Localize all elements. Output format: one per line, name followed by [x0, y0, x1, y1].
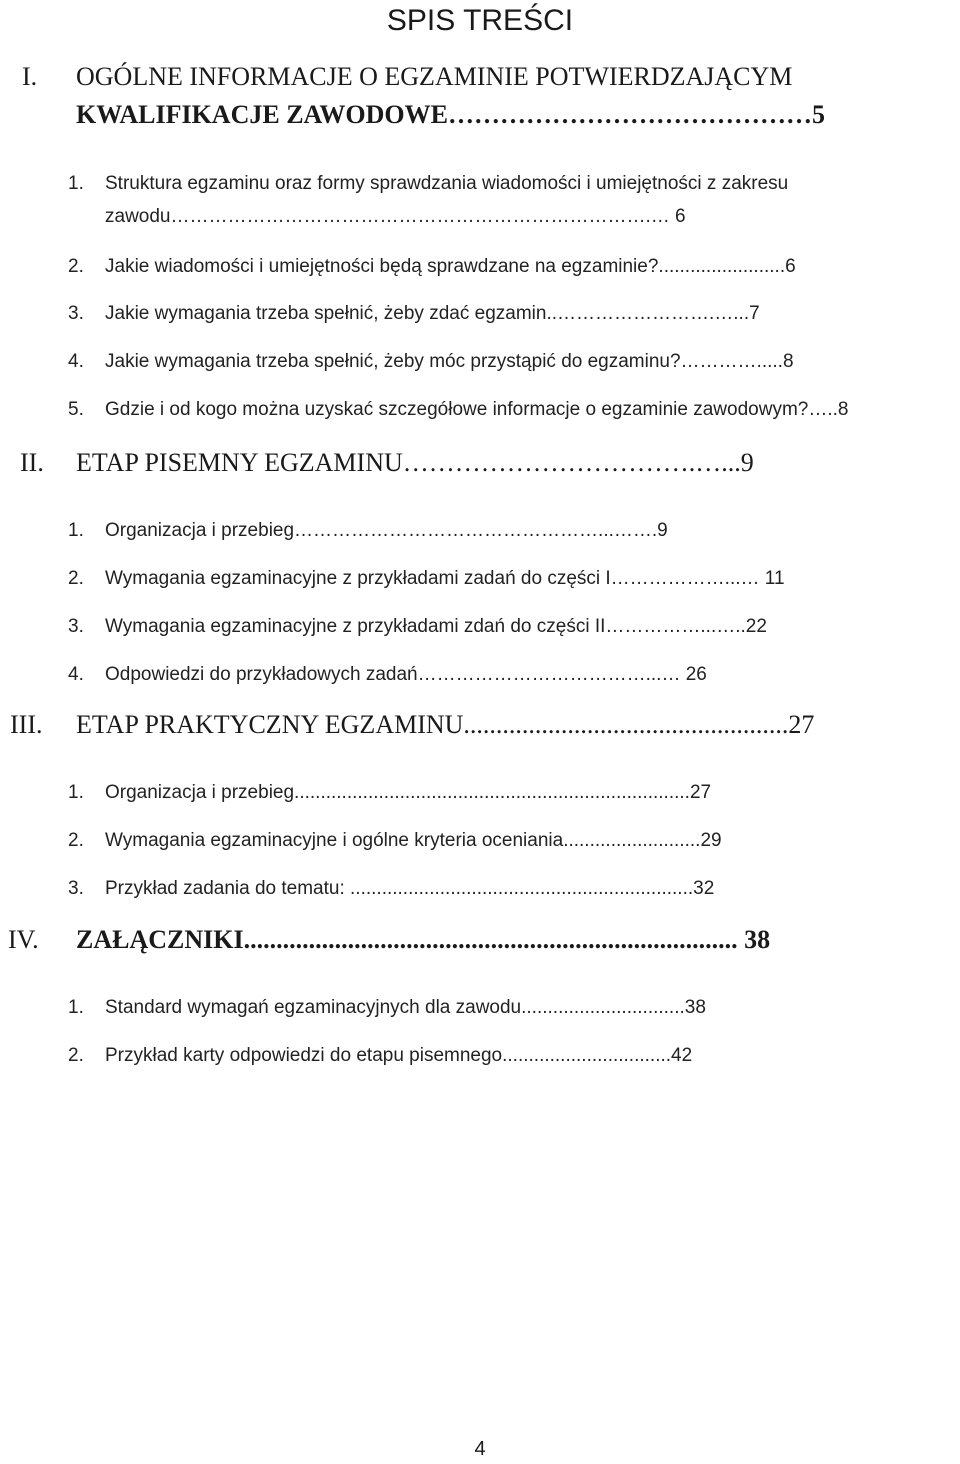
item-number: 5.: [68, 399, 84, 420]
item-number: 4.: [68, 351, 84, 372]
item-text: Wymagania egzaminacyjne z przykładami zadań do części I………………...… 11: [105, 568, 785, 589]
page-number: 4: [474, 1438, 486, 1460]
item-number: 3.: [68, 878, 84, 899]
section-title: ETAP PISEMNY EGZAMINU…………………………….…...9: [76, 448, 754, 477]
section-number: III.: [10, 710, 43, 739]
item-text: Standard wymagań egzaminacyjnych dla zawodu...............................38: [105, 997, 706, 1018]
page-title: SPIS TREŚCI: [386, 4, 574, 37]
item-number: 2.: [68, 1045, 84, 1066]
item-number: 4.: [68, 664, 84, 685]
section-number: I.: [22, 62, 38, 91]
section-number: IV.: [8, 925, 39, 954]
item-number: 1.: [68, 173, 84, 194]
item-number: 1.: [68, 782, 84, 803]
item-text: Przykład zadania do tematu: .................................................................32: [105, 878, 715, 899]
item-number: 2.: [68, 256, 84, 277]
item-text: Organizacja i przebieg…………………………………………...…….9: [105, 520, 668, 541]
item-text: Odpowiedzi do przykładowych zadań………………………………...… 26: [105, 664, 707, 685]
item-number: 2.: [68, 830, 84, 851]
item-text: Przykład karty odpowiedzi do etapu pisemnego................................42: [105, 1045, 693, 1066]
item-text: Organizacja i przebieg...........................................................................27: [105, 782, 712, 803]
item-number: 2.: [68, 568, 84, 589]
item-text: Wymagania egzaminacyjne i ogólne kryteria oceniania..........................29: [105, 830, 722, 851]
item-number: 3.: [68, 303, 84, 324]
item-text: Gdzie i od kogo można uzyskać szczegółowe informacje o egzaminie zawodowym?…..8: [105, 399, 849, 420]
section-title: ETAP PRAKTYCZNY EGZAMINU..................................................27: [76, 710, 815, 739]
item-text: Jakie wymagania trzeba spełnić, żeby móc przystąpić do egzaminu?………….....8: [105, 351, 794, 372]
item-text: Jakie wiadomości i umiejętności będą sprawdzane na egzaminie?........................6: [105, 256, 796, 277]
section-number: II.: [20, 448, 44, 477]
item-text-line-1: Struktura egzaminu oraz formy sprawdzania wiadomości i umiejętności z zakresu: [105, 173, 789, 194]
item-number: 1.: [68, 520, 84, 541]
item-text-line-2: zawodu………………………………………………………………….… 6: [105, 206, 686, 227]
item-number: 1.: [68, 997, 84, 1018]
section-title-line-2: KWALIFIKACJE ZAWODOWE……………………………………5: [76, 100, 825, 129]
section-title: ZAŁĄCZNIKI............................................................................ 38: [76, 925, 771, 954]
section-title-line-1: OGÓLNE INFORMACJE O EGZAMINIE POTWIERDZAJĄCYM: [76, 62, 793, 91]
item-number: 3.: [68, 616, 84, 637]
item-text: Wymagania egzaminacyjne z przykładami zdań do części II……………...…..22: [105, 616, 767, 637]
item-text: Jakie wymagania trzeba spełnić, żeby zdać egzamin..…………………….…...7: [105, 303, 760, 324]
